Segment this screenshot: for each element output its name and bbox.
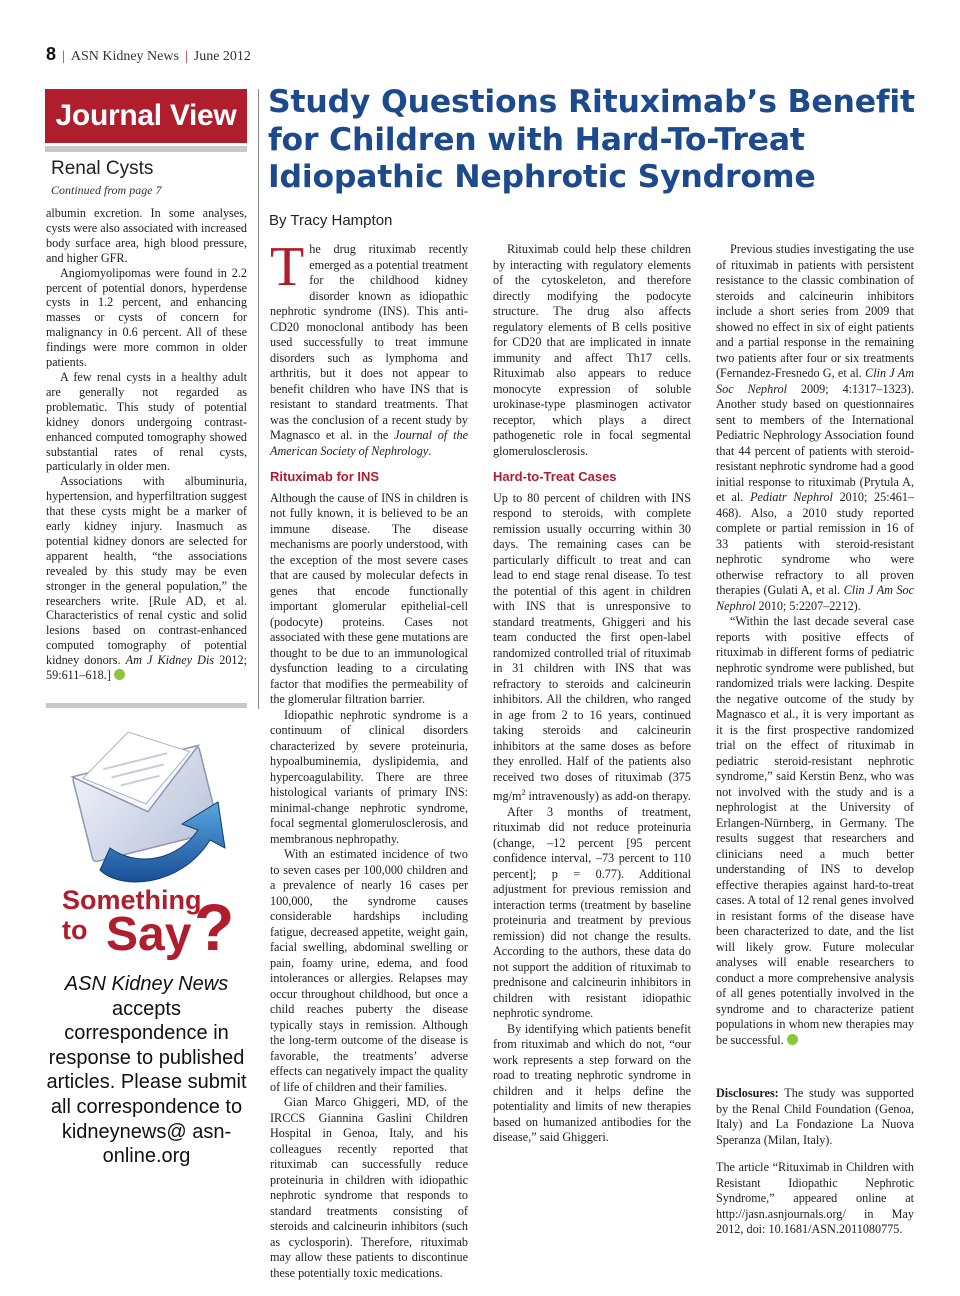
promo-title-line1: Something [62,885,202,915]
column-divider [258,89,259,709]
promo-box [46,712,247,1240]
promo-title-say: Say [106,908,192,961]
section-heading: Hard-to-Treat Cases [493,469,617,484]
paragraph: By identifying which patients benefit from rituximab and which do not, “our work represents a step forward on the road to treating nephrotic syndrome in children and it helps define the potentiality and limits of new therapies based on humanized antibodies for the disease,” said Ghiggeri. [493,1021,691,1145]
article-column-1 [270,236,469,1281]
paragraph: Angiomyolipomas were found in 2.2 percent of potential donors, hyperdense cysts in 1.2 percent, and enhancing masses or cysts of concern for malignancy in 0.6 percent. All of these findings were more common in older patients. [46,265,247,370]
article-headline: Study Questions Rituximab’s Benefit for Children with Hard-To-Treat Idiopathic Nephrotic Syndrome [268,84,915,195]
publication-name: ASN Kidney News [70,49,179,64]
source-notice: The article “Rituximab in Children with Resistant Idiopathic Nephrotic Syndrome,” appeared online at http://jasn.asnjournals.org/ in May 2012, doi: 10.1681/ASN.2011080775. [716,1160,914,1236]
section-rule [45,146,247,152]
envelope-arrow-icon [60,720,235,885]
paragraph: Associations with albuminuria, hypertension, and hyperfiltration suggest that these cysts might be a marker of early kidney injury. Inasmuch as potential kidney donors are selected for apparent health, “the associations revealed by this study may be even stronger in the general population,” the researchers write. [Rule AD, et al. Characteristics of renal cystic and solid lesions based on contrast-enhanced computed tomography of potential kidney donors. Am J Kidney Dis 2012; 59:611–618.] [46,474,247,683]
disclosures: Disclosures: The study was supported by the Renal Child Foundation (Genoa, Italy) and La Fondazione La Nuova Speranza (Milan, Italy). [716,1086,914,1147]
article-column-2 [493,242,691,1146]
paragraph: After 3 months of treatment, rituximab did not reduce proteinuria (change, –12 percent [95 percent confidence interval, –73 percent to 110 percent]; p = 0.77). Additional adjustment for previous remission and interaction terms (treatment by baseline proteinuria and treatment by previous remission) did not change the results. According to the authors, these data do not support the addition of rituximab to prednisone and calcineurin inhibitors in children with resistant idiopathic nephrotic syndrome. [493,804,691,1021]
paragraph: With an estimated incidence of two to seven cases per 100,000 children and a prevalence of nearly 16 cases per 100,000, the syndrome causes considerable hardships including fatigue, decreased appetite, weight gain, facial swelling, abdominal swelling or pain, foamy urine, edema, and food intolerances or allergies. Relapses may occur throughout childhood, but once a child reaches puberty the disease typically stays in remission. Although the long-term outcome of the disease is favorable, the treatments’ adverse effects can negatively impact the quality of life of children and their families. [270,847,468,1094]
paragraph: Up to 80 percent of children with INS respond to steroids, with complete remission usually occurring within 30 days. The remaining cases can be particularly difficult to treat and can lead to end stage renal disease. To test the potential of this agent in children with INS that is unresponsive to standard treatments, Ghiggeri and his team conducted the first open-label randomized controlled trial of rituximab in 31 children with INS that was refractory to steroids and calcineurin inhibitors. All the children, who ranged in age from 2 to 16 years, continued taking steroids and calcineurin inhibitors at the same doses as before they enrolled. Half of the patients also received two doses of rituximab (375 $mg/m^2$ intravenously) as add-on therapy. [493,490,691,804]
sidebar-article-title: Renal Cysts [51,158,154,179]
sidebar-article-body [46,206,247,683]
section-label: Journal View [45,89,247,143]
page-number: 8 [46,44,57,64]
paragraph: Gian Marco Ghiggeri, MD, of the IRCCS Giannina Gaslini Children Hospital in Genoa, Italy, and his colleagues recently reported that rituximab can successfully reduce proteinuria in children with idiopathic nephrotic syndrome that responds to standard treatments consisting of steroids and calcineurin inhibitors (such as cyclosporin). Therefore, rituximab may allow these patients to discontinue these potentially toxic medications. [270,1095,468,1280]
journal-name: Clin J Am Soc Nephrol [716,583,915,613]
promo-title-question: ? [194,890,235,964]
intro-paragraph: The drug rituximab recently emerged as a potential treatment for the childhood kidney disorder known as idiopathic nephrotic syndrome (INS). This anti-CD20 monoclonal antibody has been used successfully to treat immune disorders such as lymphoma and arthritis, but it does not appear to benefit children who have INS that is resistant to standard treatments. That was the conclusion of a recent study by Magnasco et al. in the Journal of the American Society of Nephrology. [270,236,468,458]
paragraph: albumin excretion. In some analyses, cysts were also associated with increased body surface area, high blood pressure, and higher GFR. [46,206,247,265]
issue-date: June 2012 [193,49,251,64]
article-column-3 [716,242,914,1238]
byline: By Tracy Hampton [269,212,393,229]
citation-journal: Am J Kidney Dis [125,653,215,668]
promo-text: accepts correspondence in response to published articles. Please submit all correspondence to kidneynews@ asn-online.org [46,997,247,1168]
promo-rule [46,703,247,708]
end-mark-icon [114,669,125,680]
promo-lead: ASN Kidney News [64,973,229,995]
promo-body [46,972,247,1169]
disclosures-label: Disclosures: [716,1086,779,1100]
journal-name: Clin J Am Soc Nephrol [716,366,914,396]
continued-note: Continued from page 7 [51,183,162,197]
superscript: 2 [521,788,526,797]
paragraph: “Within the last decade several case reports with positive effects of rituximab in different forms of pediatric nephrotic syndrome were published, but randomized trials were lacking. Despite the negative outcome of the study by Magnasco et al., it is very important as it is the first prospective randomized trial on the effect of rituximab in pediatric steroid-resistant nephrotic syndrome,” said Kerstin Benz, who was not involved with the study and is a nephrologist at the University of Erlangen-Nürnberg, in Germany. The results suggest that researchers and clinicians need a much better understanding of INS to develop effective therapies against hard-to-treat cases. A total of 12 renal genes involved in resistant forms of the disease have been characterized to date, and the list will likely grow. Future molecular analyses will enable researchers to conduct a more comprehensive analysis of all genes potentially involved in the syndrome and to characterize patient populations in whom new therapies may be successful. [716,614,914,1047]
end-mark-icon [787,1034,798,1045]
promo-title-to: to [62,915,88,945]
running-header: 8 | ASN Kidney News | June 2012 [46,44,251,64]
paragraph: A few renal cysts in a healthy adult are generally not regarded as problematic. This study of potential kidney donors undergoing contrast-enhanced computed tomography showed substantial rates of renal cysts, particularly in older men. [46,369,247,474]
section-heading: Rituximab for INS [270,469,380,484]
journal-name: Journal of the American Society of Nephrology [270,428,468,458]
paragraph: Idiopathic nephrotic syndrome is a continuum of clinical disorders characterized by severe proteinuria, hypoalbuminemia, dyslipidemia, and hypercoagulability. There are three histological variants of primary INS: minimal-change nephrotic syndrome, focal segmental glomerulosclerosis, and membranous nephropathy. [270,707,468,846]
drop-cap: T [270,236,305,298]
paragraph: Rituximab could help these children by interacting with regulatory elements of the cytoskeleton, and therefore directly modifying the podocyte structure. The drug also affects regulatory elements of B cells positive for CD20 that are implicated in innate immunity and affect Th17 cells. Rituximab also appears to reduce monocyte expression of soluble urokinase-type plasminogen activator receptor, which plays a direct pathogenetic role in focal segmental glomerulosclerosis. [493,242,691,458]
journal-name: Pediatr Nephrol [750,490,833,504]
paragraph: Although the cause of INS in children is not fully known, it is believed to be an immune disease. The disease mechanisms are poorly understood, with the exception of the most severe cases that are caused by molecular defects in genes that encode functionally important glomerular epithelial-cell (podocyte) proteins. Cases not associated with these gene mutations are thought to be due to an immunological dysfunction leading to a circulating factor that modifies the permeability of the glomerular filtration barrier. [270,490,469,706]
paragraph: Previous studies investigating the use of rituximab in patients with persistent resistance to the classic combination of steroids and calcineurin inhibitors include a short series from 2009 that showed no effect in six of eight patients and a partial response in the remaining two patients after four or six treatments (Fernandez-Fresnedo G, et al. Clin J Am Soc Nephrol 2009; 4:1317–1323). Another study based on questionnaires sent to members of the International Pediatric Nephrology Association found that 44 percent of patients with steroid-resistant nephrotic syndrome had a good initial response to rituximab (Prytula A, et al. Pediatr Nephrol 2010; 25:461–468). Also, a 2010 study reported complete or partial remission in 16 of 33 patients with steroid-resistant nephrotic syndrome who were otherwise refractory to all proven therapies (Gulati A, et al. Clin J Am Soc Nephrol 2010; 5:2207–2212). [716,242,915,613]
